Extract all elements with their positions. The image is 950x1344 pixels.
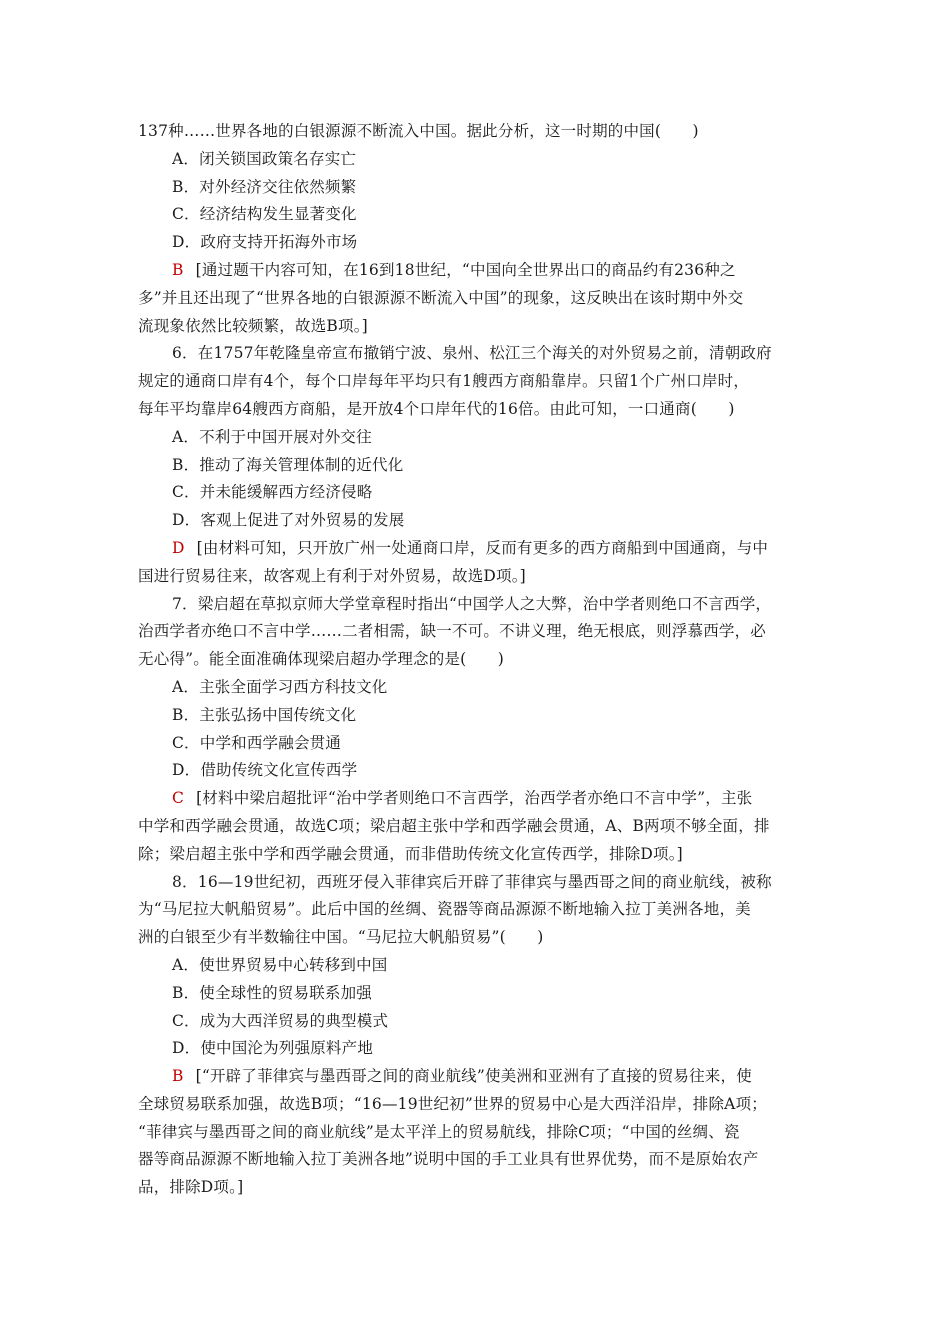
answer-letter: C <box>172 789 185 808</box>
line-text: 全球贸易联系加强，故选B项；“16—19世纪初”世界的贸易中心是大西洋沿岸，排除A项； <box>138 1094 767 1113</box>
option-line <box>138 1035 838 1063</box>
line-text: 品，排除D项。] <box>138 1178 244 1197</box>
text-line <box>138 591 838 619</box>
text-line <box>138 1146 838 1174</box>
option-line <box>138 952 838 980</box>
answer-letter: B <box>172 1067 184 1086</box>
option-line <box>138 424 838 452</box>
line-text: 每年平均靠岸64艘西方商船，是开放4个口岸年代的16倍。由此可知，一口通商( ) <box>138 399 735 418</box>
line-text: B．推动了海关管理体制的近代化 <box>172 455 404 474</box>
line-text: A．主张全面学习西方科技文化 <box>172 677 388 696</box>
answer-letter: D <box>172 538 185 557</box>
option-line <box>138 146 838 174</box>
option-line <box>138 980 838 1008</box>
text-line <box>138 813 838 841</box>
answer-line <box>138 257 838 285</box>
text-line <box>138 618 838 646</box>
line-text: [通过题干内容可知，在16到18世纪，“中国向全世界出口的商品约有236种之 <box>195 260 736 279</box>
line-text: “菲律宾与墨西哥之间的商业航线”是太平洋上的贸易航线，排除C项；“中国的丝绸、瓷 <box>138 1122 740 1141</box>
line-text: C．成为大西洋贸易的典型模式 <box>172 1011 389 1030</box>
line-text: 流现象依然比较频繁，故选B项。] <box>138 316 368 335</box>
line-text: 洲的白银至少有半数输往中国。“马尼拉大帆船贸易”( ) <box>138 928 544 947</box>
line-text: 137种……世界各地的白银源源不断流入中国。据此分析，这一时期的中国( ) <box>138 122 699 140</box>
option-line <box>138 452 838 480</box>
line-text: B．使全球性的贸易联系加强 <box>172 983 372 1002</box>
text-line <box>138 118 838 146</box>
line-text: A．闭关锁国政策名存实亡 <box>172 149 357 168</box>
text-line <box>138 313 838 341</box>
text-line <box>138 1119 838 1147</box>
line-text: B．对外经济交往依然频繁 <box>172 177 357 196</box>
answer-letter: B <box>172 260 184 279</box>
answer-line <box>138 535 838 563</box>
line-text: 7．梁启超在草拟京师大学堂章程时指出“中国学人之大弊，治中学者则绝口不言西学， <box>172 594 772 613</box>
line-text: 多”并且还出现了“世界各地的白银源源不断流入中国”的现象，这反映出在该时期中外交 <box>138 288 744 307</box>
option-line <box>138 1008 838 1036</box>
line-text: [由材料可知，只开放广州一处通商口岸，反而有更多的西方商船到中国通商，与中 <box>196 538 769 557</box>
text-line <box>138 1174 838 1202</box>
line-text: D．政府支持开拓海外市场 <box>172 233 358 252</box>
line-text: D．使中国沦为列强原料产地 <box>172 1039 374 1058</box>
text-line <box>138 896 838 924</box>
line-text: 国进行贸易往来，故客观上有利于对外贸易，故选D项。] <box>138 566 526 585</box>
line-text: C．中学和西学融会贯通 <box>172 733 342 752</box>
text-line <box>138 340 838 368</box>
option-line <box>138 479 838 507</box>
text-line <box>138 285 838 313</box>
line-text: C．经济结构发生显著变化 <box>172 205 357 224</box>
text-line <box>138 841 838 869</box>
text-line <box>138 368 838 396</box>
text-line <box>138 396 838 424</box>
line-text: 治西学者亦绝口不言中学……二者相需，缺一不可。不讲义理，绝无根底，则浮慕西学，必 <box>138 622 767 641</box>
option-line <box>138 229 838 257</box>
line-text: 8．16—19世纪初，西班牙侵入菲律宾后开辟了菲律宾与墨西哥之间的商业航线，被称 <box>172 872 772 891</box>
text-line <box>138 869 838 897</box>
line-text: C．并未能缓解西方经济侵略 <box>172 483 373 502</box>
line-text: 6．在1757年乾隆皇帝宣布撤销宁波、泉州、松江三个海关的对外贸易之前，清朝政府 <box>172 344 772 363</box>
line-text: 为“马尼拉大帆船贸易”。此后中国的丝绸、瓷器等商品源源不断地输入拉丁美洲各地，美 <box>138 900 751 919</box>
option-line <box>138 757 838 785</box>
text-line <box>138 924 838 952</box>
line-text: 规定的通商口岸有4个，每个口岸每年平均只有1艘西方商船靠岸。只留1个广州口岸时， <box>138 372 750 391</box>
option-line <box>138 201 838 229</box>
line-text: [材料中梁启超批评“治中学者则绝口不言西学，治西学者亦绝口不言中学”，主张 <box>196 789 753 808</box>
option-line <box>138 730 838 758</box>
option-line <box>138 507 838 535</box>
line-text: 中学和西学融会贯通，故选C项；梁启超主张中学和西学融会贯通，A、B两项不够全面，排 <box>138 816 770 835</box>
line-text: D．客观上促进了对外贸易的发展 <box>172 511 405 530</box>
line-text: B．主张弘扬中国传统文化 <box>172 705 357 724</box>
line-text: D．借助传统文化宣传西学 <box>172 761 358 780</box>
line-text: 除；梁启超主张中学和西学融会贯通，而非借助传统文化宣传西学，排除D项。] <box>138 844 683 863</box>
line-text: 无心得”。能全面准确体现梁启超办学理念的是( ) <box>138 650 505 669</box>
line-text: A．使世界贸易中心转移到中国 <box>172 955 388 974</box>
line-text: A．不利于中国开展对外交往 <box>172 427 372 446</box>
document-body <box>138 118 838 1202</box>
text-line <box>138 646 838 674</box>
answer-line <box>138 785 838 813</box>
option-line <box>138 702 838 730</box>
option-line <box>138 174 838 202</box>
line-text: 器等商品源源不断地输入拉丁美洲各地”说明中国的手工业具有世界优势，而不是原始农产 <box>138 1150 759 1169</box>
text-line <box>138 563 838 591</box>
text-line <box>138 1091 838 1119</box>
option-line <box>138 674 838 702</box>
line-text: [“开辟了菲律宾与墨西哥之间的商业航线”使美洲和亚洲有了直接的贸易往来，使 <box>195 1067 752 1086</box>
answer-line <box>138 1063 838 1091</box>
